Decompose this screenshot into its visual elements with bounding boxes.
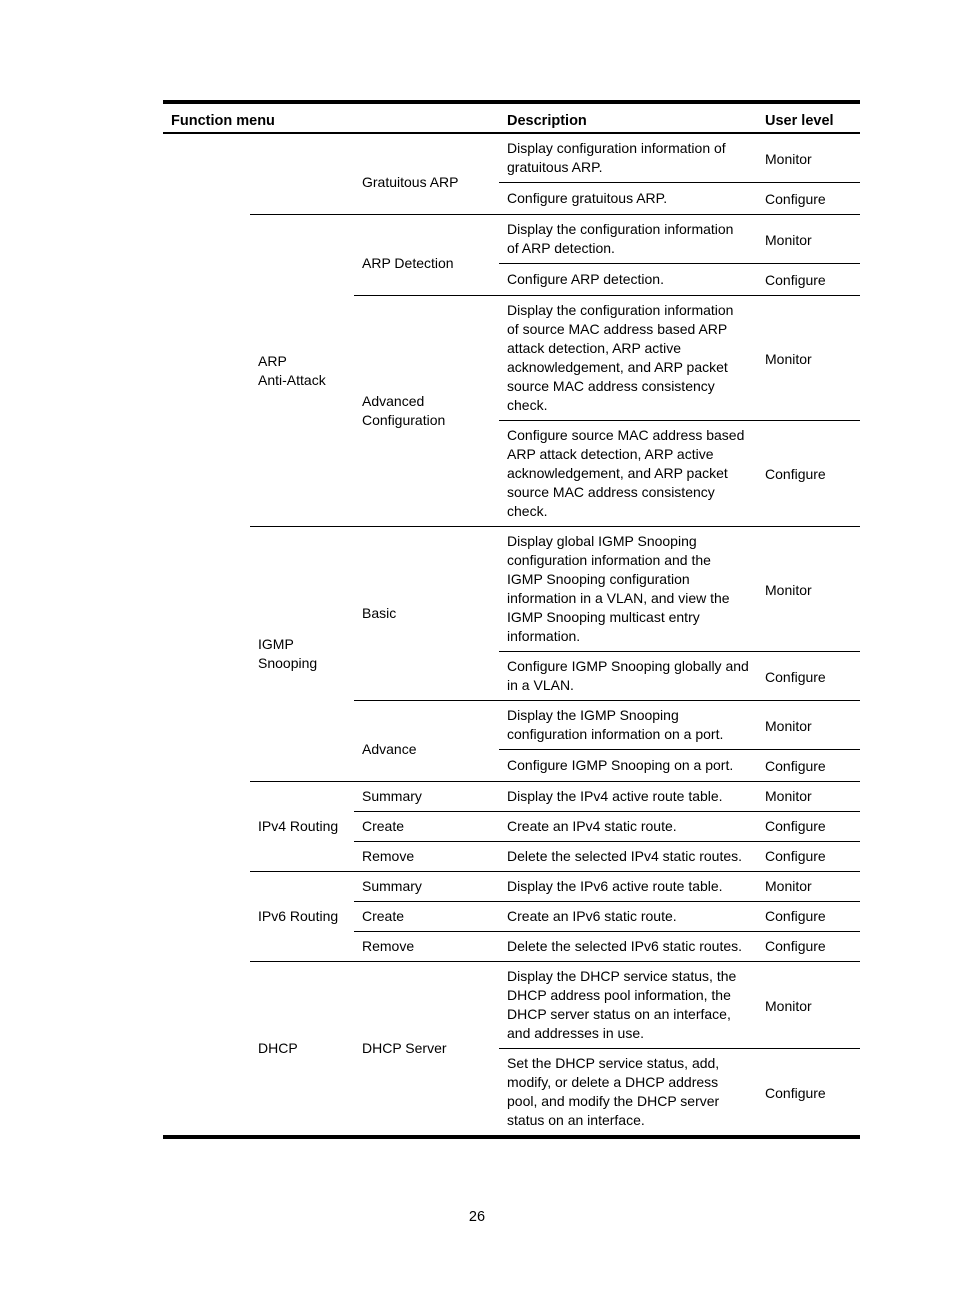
description-cell: Display the DHCP service status, the DHCP address pool information, the DHCP server status on an interface, and addresses in use. — [499, 962, 757, 1049]
level2-cell: Advance — [354, 701, 499, 782]
description-cell: Delete the selected IPv4 static routes. — [499, 842, 757, 872]
blank-indent-cell — [163, 133, 250, 1137]
description-cell: Display configuration information of gratuitous ARP. — [499, 133, 757, 183]
header-description: Description — [499, 102, 757, 133]
user-level-cell: Configure — [757, 264, 860, 296]
user-level-cell: Configure — [757, 812, 860, 842]
page-number: 26 — [468, 1209, 486, 1225]
description-cell: Create an IPv4 static route. — [499, 812, 757, 842]
description-cell: Configure source MAC address based ARP attack detection, ARP active acknowledgement, and ARP packet source MAC address consistency check. — [499, 421, 757, 527]
description-cell: Display the IGMP Snooping configuration information on a port. — [499, 701, 757, 750]
user-level-cell: Monitor — [757, 782, 860, 812]
description-cell: Display the IPv6 active route table. — [499, 872, 757, 902]
table-row — [163, 872, 860, 902]
description-cell: Set the DHCP service status, add, modify, or delete a DHCP address pool, and modify the DHCP server status on an interface. — [507, 1055, 720, 1128]
user-level-cell: Monitor — [757, 527, 860, 652]
level2-cell: Remove — [354, 842, 499, 872]
description-cell: Create an IPv6 static route. — [499, 902, 757, 932]
level2-cell: Create — [354, 902, 499, 932]
description-cell: Configure ARP detection. — [499, 264, 757, 296]
user-level-cell: Monitor — [757, 296, 860, 421]
level1-cell: IPv6 Routing — [250, 872, 354, 962]
table-row — [163, 527, 860, 652]
user-level-cell: Configure — [757, 421, 860, 527]
user-level-cell: Configure — [757, 902, 860, 932]
user-level-cell: Configure — [757, 842, 860, 872]
user-level-cell: Monitor — [757, 962, 860, 1049]
description-cell: Configure IGMP Snooping globally and in a VLAN. — [499, 652, 757, 701]
level1-cell: DHCP — [250, 962, 354, 1138]
level2-cell: Summary — [354, 872, 499, 902]
level2-cell: ARP Detection — [354, 215, 499, 296]
table-row — [163, 962, 860, 1049]
user-level-cell: Monitor — [757, 872, 860, 902]
description-cell: Display the configuration information of ARP detection. — [499, 215, 757, 264]
level2-cell: Gratuitous ARP — [354, 133, 499, 215]
level2-cell: Basic — [354, 527, 499, 701]
description-cell: Display global IGMP Snooping configuration information and the IGMP Snooping configuration information in a VLAN, and view the IGMP Snooping multicast entry information. — [499, 527, 757, 652]
user-level-cell: Configure — [757, 652, 860, 701]
user-level-cell: Monitor — [757, 701, 860, 750]
description-cell: Configure IGMP Snooping on a port. — [499, 750, 757, 782]
user-level-cell: Configure — [757, 183, 860, 215]
table-row — [163, 782, 860, 812]
level1-cell — [250, 133, 354, 215]
user-level-cell: Monitor — [757, 133, 860, 183]
level1-cell: ARP Anti-Attack — [250, 215, 354, 527]
table-header-row — [163, 102, 860, 133]
level1-cell: IGMP Snooping — [250, 527, 354, 782]
table-row — [163, 215, 860, 264]
description-cell: Delete the selected IPv6 static routes. — [499, 932, 757, 962]
table-row — [163, 133, 860, 183]
level2-cell: DHCP Server — [354, 962, 499, 1138]
description-cell: Display the configuration information of source MAC address based ARP attack detection, ARP active acknowledgement, and ARP packet source MAC address consistency check. — [499, 296, 757, 421]
user-level-cell: Configure — [765, 1084, 826, 1101]
user-level-cell: Monitor — [757, 215, 860, 264]
level2-cell: Advanced Configuration — [354, 296, 499, 527]
level2-cell: Remove — [354, 932, 499, 962]
description-cell: Configure gratuitous ARP. — [499, 183, 757, 215]
header-function-menu: Function menu — [163, 102, 499, 133]
function-menu-table — [163, 100, 860, 1139]
level2-cell: Summary — [354, 782, 499, 812]
description-cell: Display the IPv4 active route table. — [499, 782, 757, 812]
user-level-cell: Configure — [757, 750, 860, 782]
level2-cell: Create — [354, 812, 499, 842]
level1-cell: IPv4 Routing — [250, 782, 354, 872]
header-user-level: User level — [757, 102, 860, 133]
user-level-cell: Configure — [757, 932, 860, 962]
